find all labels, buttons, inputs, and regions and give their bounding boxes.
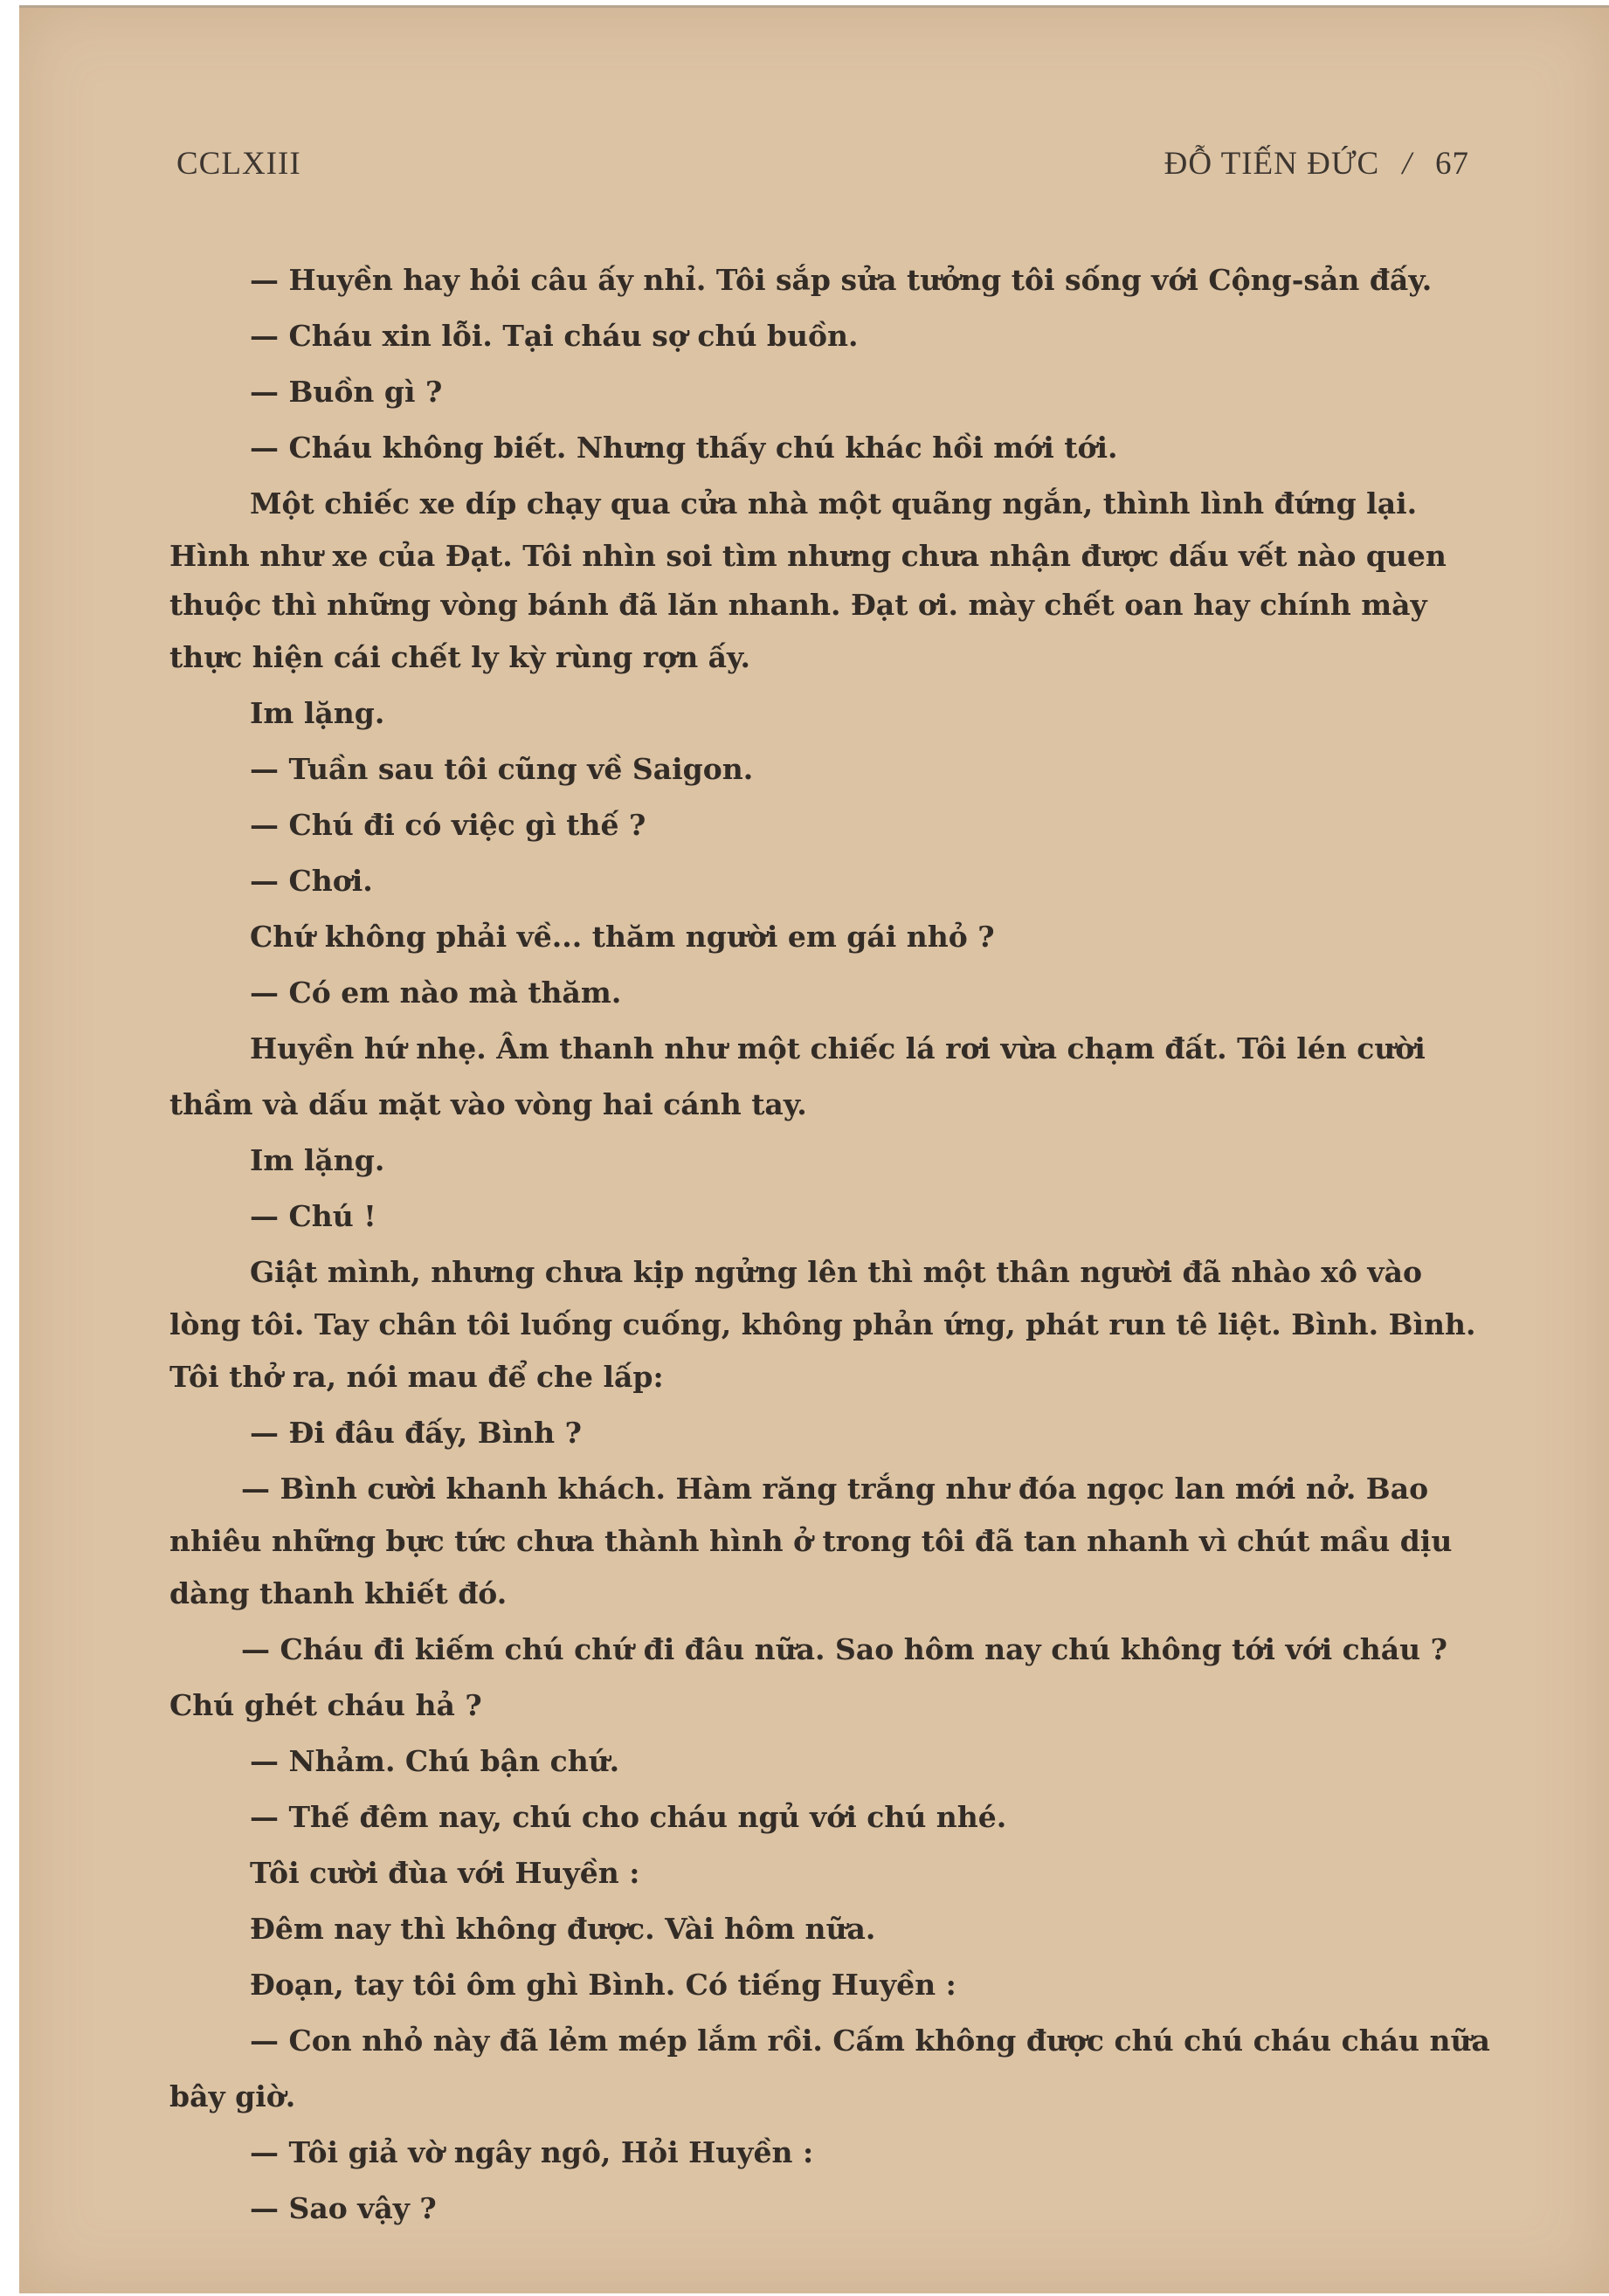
- text-line: Im lặng.: [250, 1143, 385, 1177]
- text-line: — Thế đêm nay, chú cho cháu ngủ với chú nhé.: [250, 1800, 1007, 1834]
- text-line: — Chơi.: [250, 864, 373, 898]
- text-line: — Bình cười khanh khách. Hàm răng trắng như đóa ngọc lan mới nở. Bao: [241, 1472, 1429, 1506]
- chapter-number: CCLXIII: [176, 146, 301, 182]
- text-line: Chú ghét cháu hả ?: [169, 1688, 482, 1722]
- running-head: [1164, 145, 1469, 183]
- text-line: Tôi thở ra, nói mau để che lấp:: [169, 1360, 664, 1394]
- text-line: — Cháu không biết. Nhưng thấy chú khác hồi mới tới.: [250, 431, 1118, 465]
- text-line: — Buồn gì ?: [250, 375, 443, 409]
- page-top-edge: [19, 5, 1609, 8]
- text-line: Đoạn, tay tôi ôm ghì Bình. Có tiếng Huyền :: [250, 1968, 956, 2002]
- text-line: — Có em nào mà thăm.: [250, 976, 622, 1010]
- text-line: thầm và dấu mặt vào vòng hai cánh tay.: [169, 1087, 807, 1121]
- book-page: [19, 5, 1609, 2293]
- page-number: 67: [1435, 146, 1469, 182]
- text-line: — Đi đâu đấy, Bình ?: [250, 1416, 582, 1450]
- text-line: bây giờ.: [169, 2079, 296, 2113]
- text-line: — Huyền hay hỏi câu ấy nhỉ. Tôi sắp sửa tưởng tôi sống với Cộng-sản đấy.: [250, 263, 1433, 297]
- text-line: — Cháu xin lỗi. Tại cháu sợ chú buồn.: [250, 319, 859, 353]
- body-text: [169, 252, 1490, 2237]
- text-line: Đêm nay thì không được. Vài hôm nữa.: [250, 1912, 876, 1946]
- text-line: Huyền hứ nhẹ. Âm thanh như một chiếc lá rơi vừa chạm đất. Tôi lén cười: [250, 1031, 1426, 1065]
- author-name: ĐỖ TIẾN ĐỨC: [1164, 146, 1380, 182]
- text-line: Im lặng.: [250, 696, 385, 730]
- text-line: thực hiện cái chết ly kỳ rùng rợn ấy.: [169, 640, 750, 674]
- header-separator: /: [1402, 146, 1412, 182]
- text-line: nhiêu những bực tức chưa thành hình ở trong tôi đã tan nhanh vì chút mầu dịu: [169, 1524, 1453, 1558]
- text-line: — Con nhỏ này đã lẻm mép lắm rồi. Cấm không được chú chú cháu cháu nữa: [250, 2024, 1490, 2058]
- text-line: — Nhảm. Chú bận chứ.: [250, 1744, 620, 1778]
- text-line: — Chú đi có việc gì thế ?: [250, 808, 646, 842]
- text-line: — Sao vậy ?: [250, 2191, 437, 2225]
- text-line: Một chiếc xe díp chạy qua cửa nhà một quãng ngắn, thình lình đứng lại.: [250, 486, 1418, 521]
- text-line: lòng tôi. Tay chân tôi luống cuống, không phản ứng, phát run tê liệt. Bình. Bình.: [169, 1307, 1476, 1341]
- text-line: Tôi cười đùa với Huyền :: [250, 1856, 640, 1890]
- text-line: dàng thanh khiết đó.: [169, 1576, 508, 1610]
- text-line: — Cháu đi kiếm chú chứ đi đâu nữa. Sao hôm nay chú không tới với cháu ?: [241, 1632, 1447, 1666]
- text-line: Giật mình, nhưng chưa kịp ngửng lên thì một thân người đã nhào xô vào: [250, 1255, 1422, 1289]
- text-line: — Tuần sau tôi cũng về Saigon.: [250, 752, 754, 786]
- text-line: Hình như xe của Đạt. Tôi nhìn soi tìm nhưng chưa nhận được dấu vết nào quen: [169, 539, 1447, 573]
- text-line: — Tôi giả vờ ngây ngô, Hỏi Huyền :: [250, 2135, 814, 2169]
- text-line: thuộc thì những vòng bánh đã lăn nhanh. Đạt ơi. mày chết oan hay chính mày: [169, 588, 1427, 622]
- page-header: [176, 145, 1469, 190]
- text-line: Chứ không phải về... thăm người em gái nhỏ ?: [250, 920, 995, 954]
- text-line: — Chú !: [250, 1199, 376, 1233]
